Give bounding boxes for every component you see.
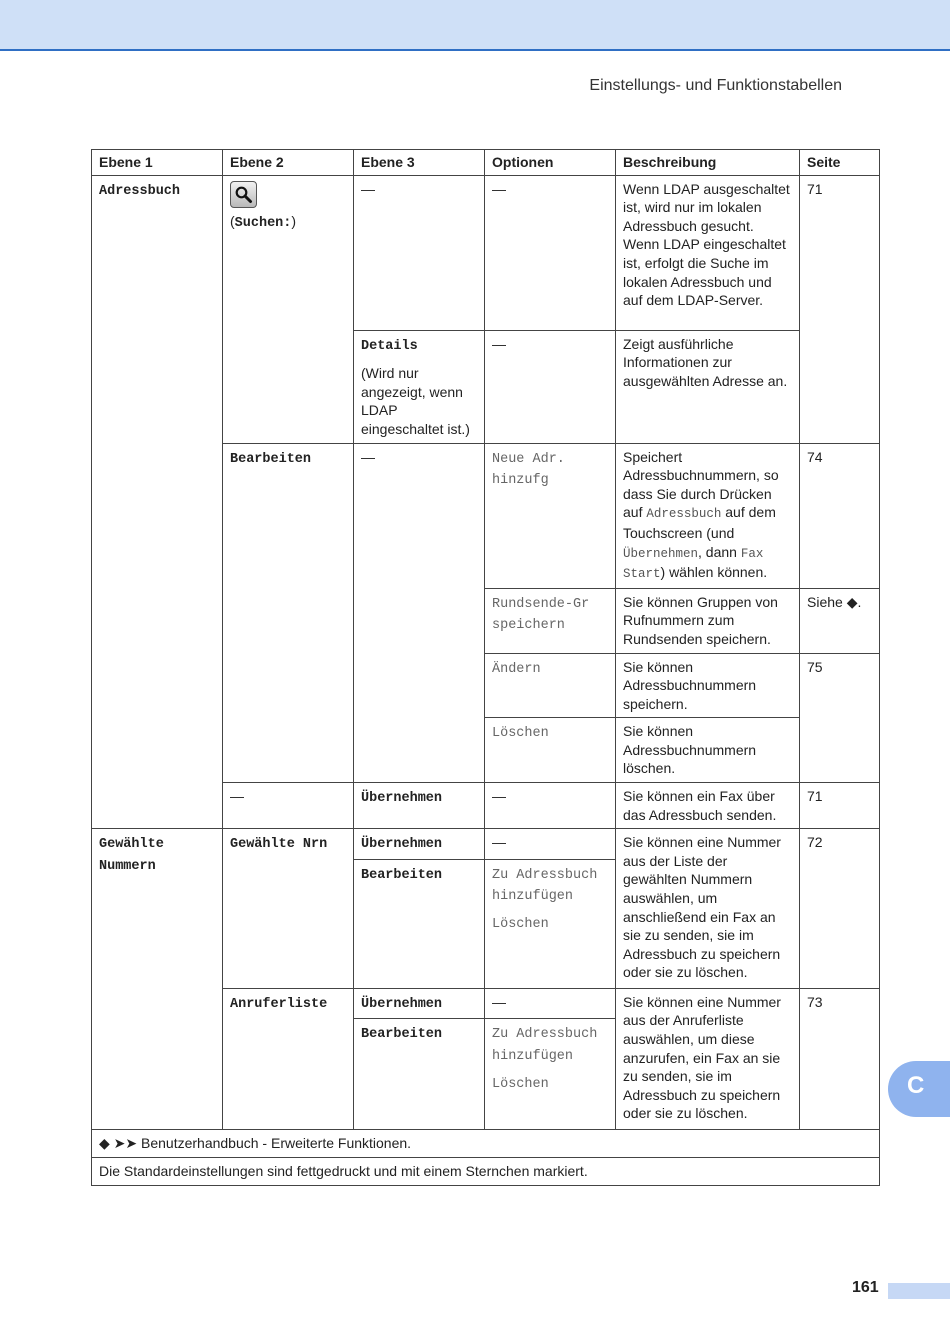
table-row bbox=[92, 829, 880, 860]
anrufer-uebernehmen-label: Übernehmen bbox=[361, 996, 443, 1012]
neue-adr-label: Neue Adr. hinzufg bbox=[492, 451, 565, 489]
ebene1-adressbuch-label: Adressbuch bbox=[99, 183, 181, 199]
chapter-tab bbox=[888, 1061, 950, 1117]
loeschen-description: Sie können Adressbuchnummern löschen. bbox=[616, 718, 800, 783]
header-ebene1: Ebene 1 bbox=[92, 150, 223, 176]
aendern-description: Sie können Adressbuchnummern speichern. bbox=[616, 653, 800, 718]
ebene2-gewaehlte-nrn bbox=[223, 829, 354, 989]
neue-desc-text-4: ) wählen können. bbox=[660, 564, 768, 581]
anrufer-description: Sie können eine Nummer aus der Anruferliste auswählen, um diese anzurufen, ein Fax an sie zu senden, sie im Adressbuch zu speichern oder sie zu löschen. bbox=[616, 988, 800, 1130]
neue-desc-inline-adressbuch: Adressbuch bbox=[646, 507, 722, 522]
option-loeschen: Löschen bbox=[492, 917, 549, 933]
anrufer-uebernehmen-e3 bbox=[354, 988, 485, 1019]
header-ebene2: Ebene 2 bbox=[223, 150, 354, 176]
uebernehmen-option: — bbox=[485, 783, 616, 829]
details-label: Details bbox=[361, 338, 418, 354]
uebernehmen-e2: — bbox=[223, 783, 354, 829]
header-optionen: Optionen bbox=[485, 150, 616, 176]
gewaehlte-nrn-label: Gewählte Nrn bbox=[230, 837, 328, 853]
search-icon bbox=[230, 181, 257, 208]
aendern-label: Ändern bbox=[492, 661, 541, 677]
gewaehlte-nummern-label: Gewählte Nummern bbox=[99, 837, 164, 874]
chapter-tab-letter: C bbox=[907, 1072, 925, 1099]
table-row bbox=[92, 175, 880, 330]
header-seite: Seite bbox=[800, 150, 880, 176]
ebene2-bearbeiten bbox=[223, 443, 354, 783]
uebernehmen-label: Übernehmen bbox=[361, 791, 443, 807]
neue-adr-option bbox=[485, 443, 616, 588]
footnote-row bbox=[92, 1130, 880, 1158]
rundsende-page: Siehe ◆. bbox=[800, 588, 880, 653]
paren-open: ( bbox=[230, 213, 235, 230]
gewaehlte-uebernehmen-e3 bbox=[354, 829, 485, 860]
neue-adr-page: 74 bbox=[800, 443, 880, 588]
anrufer-bearbeiten-e3 bbox=[354, 1019, 485, 1130]
rundsende-label: Rundsende-Gr speichern bbox=[492, 596, 590, 634]
ebene2-suchen bbox=[223, 175, 354, 443]
details-note: (Wird nur angezeigt, wenn LDAP eingeschaltet ist.) bbox=[361, 365, 470, 437]
header-beschreibung: Beschreibung bbox=[616, 150, 800, 176]
ebene1-adressbuch bbox=[92, 175, 223, 829]
neue-desc-text-1: Speichert Adressbuchnummern, so dass Sie durch Drücken auf bbox=[623, 448, 779, 521]
anrufer-bearbeiten-options bbox=[485, 1019, 616, 1130]
option-zu-adressbuch-hinzufuegen: Zu Adressbuch hinzufügen bbox=[492, 1027, 598, 1065]
aendern-page: 75 bbox=[800, 653, 880, 783]
footnote-defaults: Die Standardeinstellungen sind fettgedruckt und mit einem Sternchen markiert. bbox=[92, 1158, 880, 1186]
footnote-reference: ◆ ➤➤ Benutzerhandbuch - Erweiterte Funktionen. bbox=[92, 1130, 880, 1158]
top-header-band bbox=[0, 0, 950, 51]
settings-table bbox=[91, 149, 880, 1186]
gewaehlte-uebernehmen-option: — bbox=[485, 829, 616, 860]
suchen-label: Suchen: bbox=[234, 216, 292, 232]
anruferliste-label: Anruferliste bbox=[230, 996, 328, 1012]
aendern-option bbox=[485, 653, 616, 718]
uebernehmen-description: Sie können ein Fax über das Adressbuch senden. bbox=[616, 783, 800, 829]
gewaehlte-bearbeiten-e3 bbox=[354, 859, 485, 988]
suchen-option: — bbox=[485, 175, 616, 330]
suchen-page: 71 bbox=[800, 175, 880, 443]
rundsende-option bbox=[485, 588, 616, 653]
suchen-e3: — bbox=[354, 175, 485, 330]
details-option: — bbox=[485, 330, 616, 443]
details-e3 bbox=[354, 330, 485, 443]
uebernehmen-page: 71 bbox=[800, 783, 880, 829]
gewaehlte-bearbeiten-options bbox=[485, 859, 616, 988]
suchen-description: Wenn LDAP ausgeschaltet ist, wird nur im lokalen Adressbuch gesucht. Wenn LDAP eingeschaltet ist, erfolgt die Suche im lokalen Adressbuch und auf dem LDAP-Server. bbox=[616, 175, 800, 330]
neue-adr-description bbox=[616, 443, 800, 588]
loeschen-label: Löschen bbox=[492, 726, 549, 742]
gewaehlte-description: Sie können eine Nummer aus der Liste der gewählten Nummern auswählen, um anschließend ein Fax an sie zu senden, sie im Adressbuch zu speichern oder sie zu löschen. bbox=[616, 829, 800, 989]
gewaehlte-uebernehmen-label: Übernehmen bbox=[361, 837, 443, 853]
rundsende-description: Sie können Gruppen von Rufnummern zum Rundsenden speichern. bbox=[616, 588, 800, 653]
uebernehmen-e3 bbox=[354, 783, 485, 829]
ebene2-anruferliste bbox=[223, 988, 354, 1130]
footnote-row bbox=[92, 1158, 880, 1186]
page-header-title: Einstellungs- und Funktionstabellen bbox=[589, 77, 842, 94]
ebene1-gewaehlte-nummern bbox=[92, 829, 223, 1130]
paren-close: ) bbox=[291, 213, 297, 230]
bearbeiten-e3: — bbox=[354, 443, 485, 783]
anrufer-bearbeiten-label: Bearbeiten bbox=[361, 1027, 443, 1043]
neue-desc-text-3: , dann bbox=[698, 543, 737, 560]
details-description: Zeigt ausführliche Informationen zur ausgewählten Adresse an. bbox=[616, 330, 800, 443]
option-loeschen: Löschen bbox=[492, 1076, 549, 1092]
page-number-bar bbox=[888, 1283, 950, 1299]
gewaehlte-bearbeiten-label: Bearbeiten bbox=[361, 867, 443, 883]
bearbeiten-label: Bearbeiten bbox=[230, 451, 312, 467]
loeschen-option bbox=[485, 718, 616, 783]
neue-desc-inline-uebernehmen: Übernehmen bbox=[623, 546, 699, 561]
table-header-row bbox=[92, 150, 880, 176]
neue-desc-text-2: auf dem Touchscreen (und bbox=[623, 504, 776, 541]
anrufer-page: 73 bbox=[800, 988, 880, 1130]
option-zu-adressbuch-hinzufuegen: Zu Adressbuch hinzufügen bbox=[492, 867, 598, 905]
header-ebene3: Ebene 3 bbox=[354, 150, 485, 176]
page-number: 161 bbox=[852, 1279, 879, 1296]
neue-desc-inline-fax-start: Fax Start bbox=[623, 546, 764, 582]
anrufer-uebernehmen-option: — bbox=[485, 988, 616, 1019]
gewaehlte-page: 72 bbox=[800, 829, 880, 989]
